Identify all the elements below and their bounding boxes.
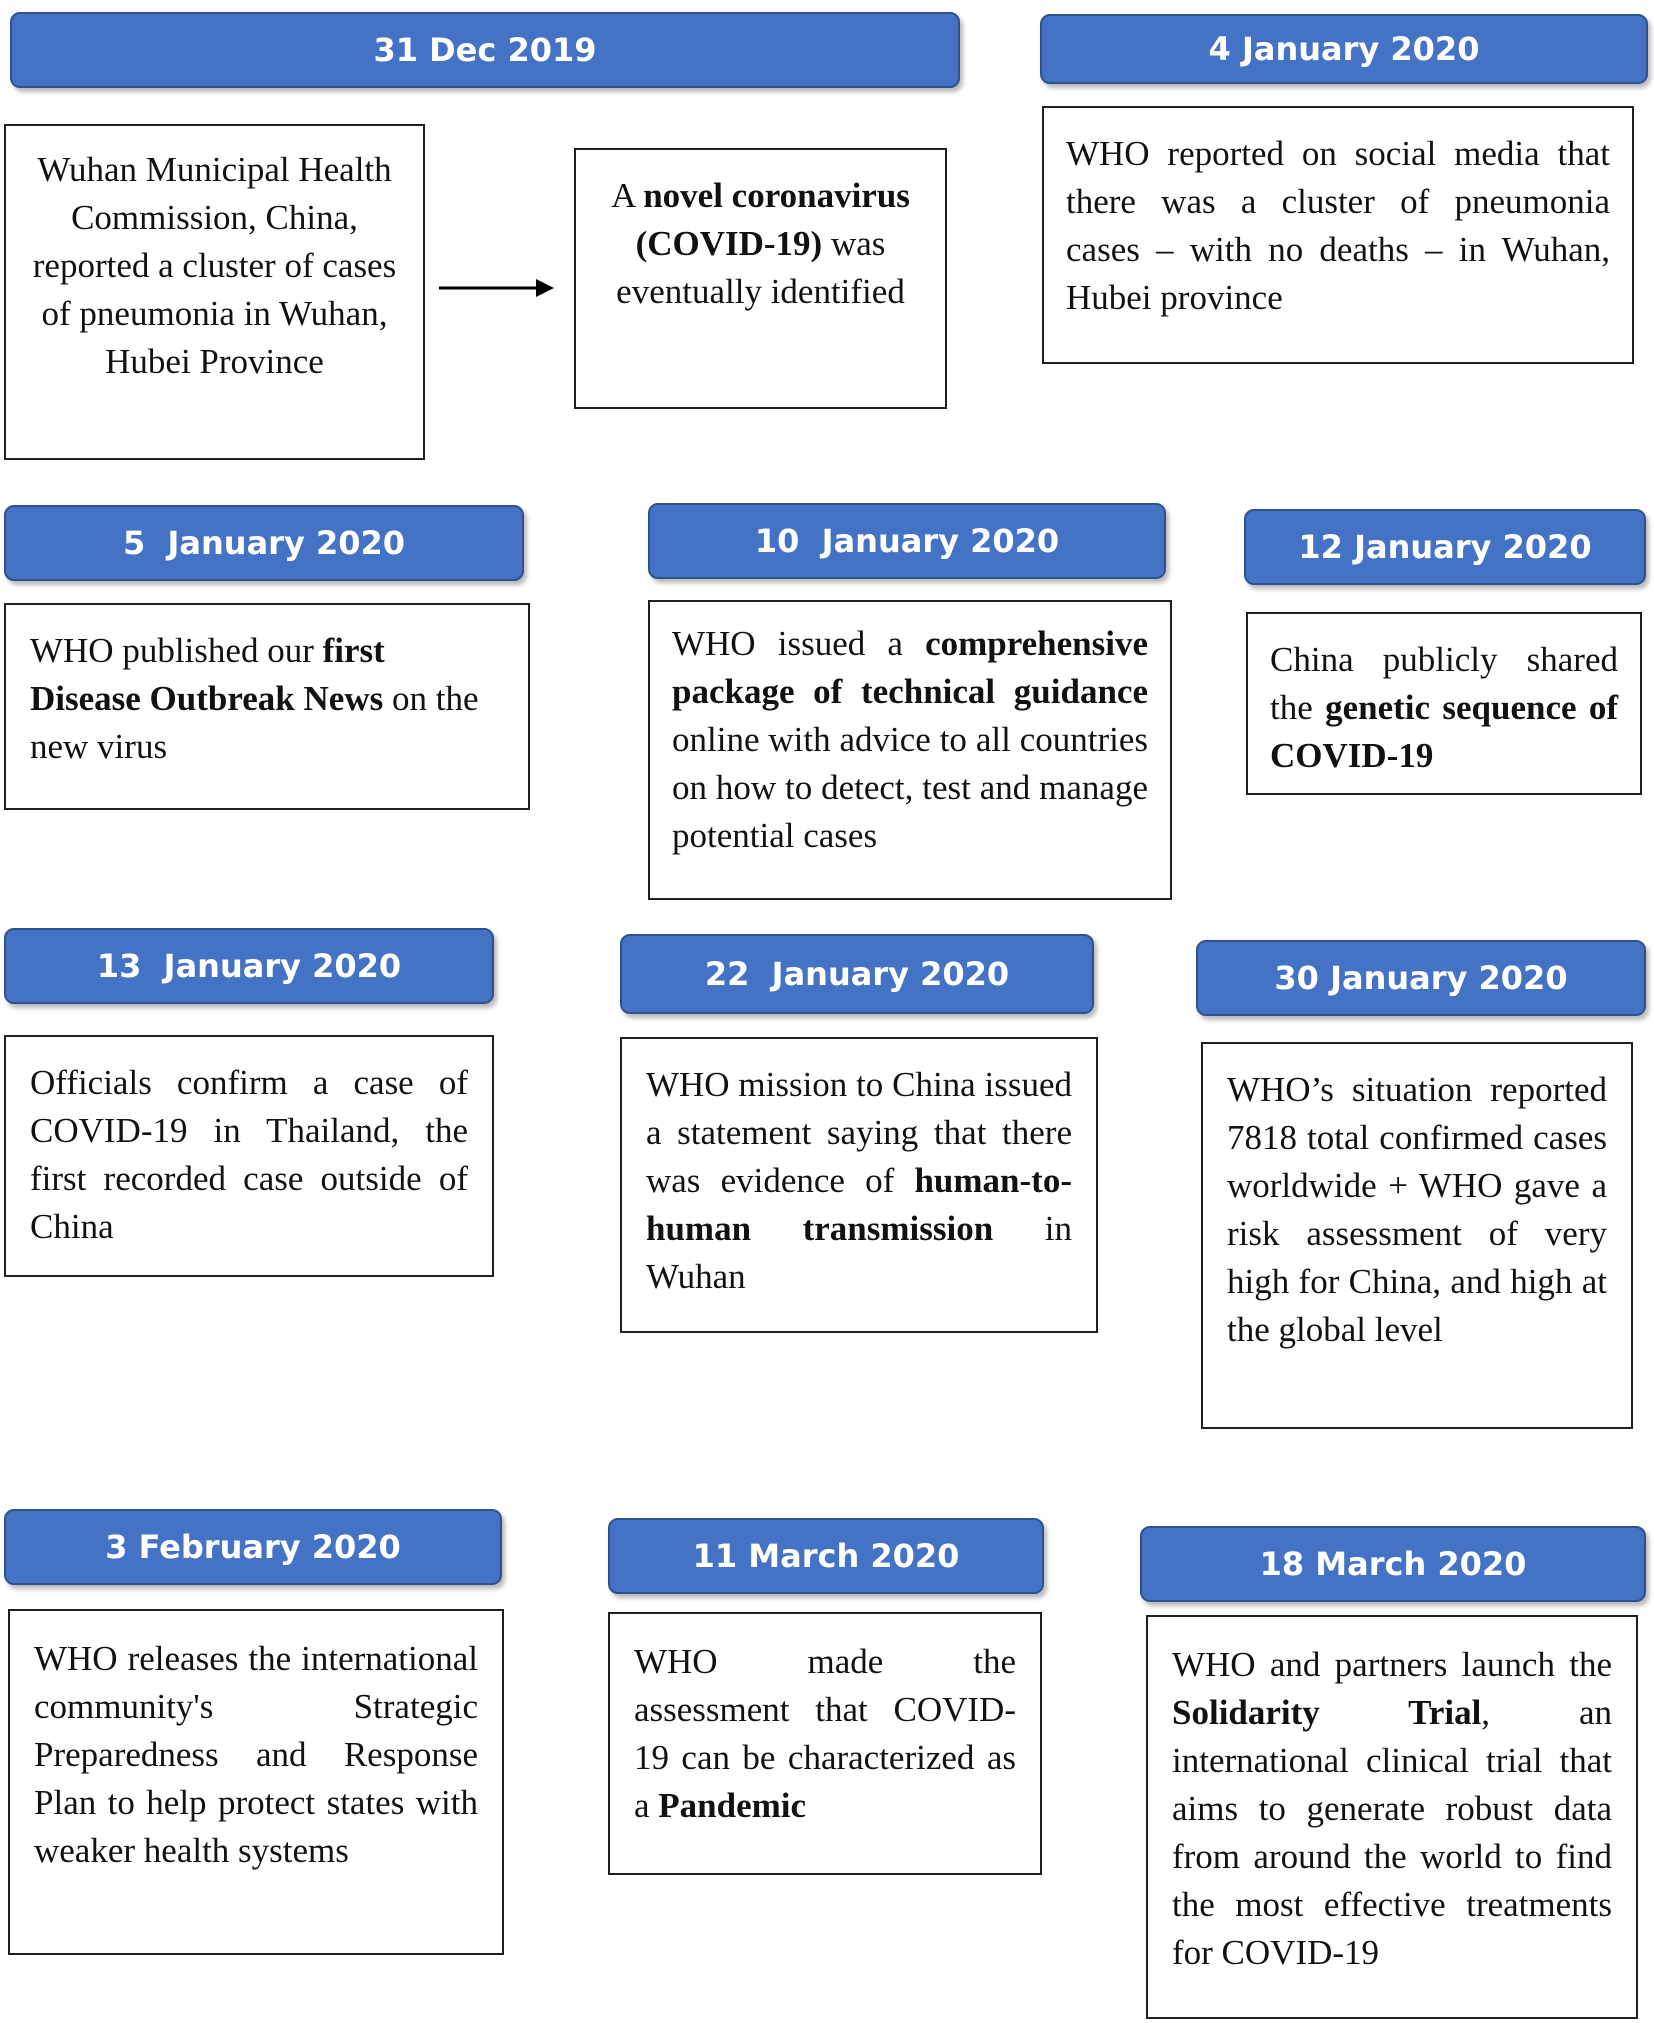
text-segment: WHO published our	[30, 631, 323, 670]
event-description	[30, 1059, 468, 1251]
date-banner-10-jan-2020: 10 January 2020	[648, 503, 1166, 579]
event-box-technical-guidance	[648, 600, 1172, 900]
text-segment: China publicly shared the	[1270, 640, 1618, 727]
date-banner-4-jan-2020: 4 January 2020	[1040, 14, 1648, 84]
event-description	[600, 172, 921, 316]
text-segment: WHO reported on social media that there was a cluster of pneumonia cases – with no deaths – in Wuhan, Hubei province	[1066, 134, 1610, 317]
event-box-solidarity-trial	[1146, 1615, 1638, 2019]
highlighted-text: comprehensive package of technical guidance	[672, 624, 1148, 711]
highlighted-text: human-to-human transmission	[646, 1161, 1072, 1248]
text-segment: in Wuhan	[646, 1209, 1072, 1296]
text-segment: WHO mission to China issued a statement saying that there was evidence of	[646, 1065, 1072, 1200]
highlighted-text: Solidarity Trial	[1172, 1693, 1482, 1732]
date-banner-22-jan-2020: 22 January 2020	[620, 934, 1094, 1014]
text-segment: A	[611, 176, 644, 215]
event-description	[30, 627, 504, 771]
event-box-disease-outbreak-news	[4, 603, 530, 810]
text-segment: , an international clinical trial that aims to generate robust data from around the world to find the most effective treatments for COVID-19	[1172, 1693, 1612, 1972]
text-segment: online with advice to all countries on how to detect, test and manage potential cases	[672, 720, 1148, 855]
text-segment: was eventually identified	[616, 224, 905, 311]
date-banner-12-jan-2020: 12 January 2020	[1244, 509, 1646, 585]
event-box-genetic-sequence	[1246, 612, 1642, 795]
event-description	[1227, 1066, 1607, 1354]
text-segment: Officials confirm a case of COVID-19 in Thailand, the first recorded case outside of China	[30, 1063, 468, 1246]
date-banner-5-jan-2020: 5 January 2020	[4, 505, 524, 581]
date-banner-11-mar-2020: 11 March 2020	[608, 1518, 1044, 1594]
event-description	[1270, 636, 1618, 780]
event-box-novel-coronavirus	[574, 148, 947, 409]
date-banner-3-feb-2020: 3 February 2020	[4, 1509, 502, 1585]
date-banner-30-jan-2020: 30 January 2020	[1196, 940, 1646, 1016]
event-description	[1066, 130, 1610, 322]
text-segment: Wuhan Municipal Health Commission, China, reported a cluster of cases of pneumonia in Wuhan, Hubei Province	[32, 150, 397, 381]
event-description	[672, 620, 1148, 860]
date-banner-13-jan-2020: 13 January 2020	[4, 928, 494, 1004]
text-segment: WHO issued a	[672, 624, 926, 663]
event-description	[634, 1638, 1016, 1830]
event-description	[34, 1635, 478, 1875]
event-box-pandemic-declared	[608, 1612, 1042, 1875]
highlighted-text: novel coronavirus	[643, 176, 910, 215]
text-segment: WHO’s situation reported 7818 total confirmed cases worldwide + WHO gave a risk assessment of very high for China, and high at the global level	[1227, 1070, 1607, 1349]
text-segment: WHO and partners launch the	[1172, 1645, 1612, 1684]
event-box-wuhan-report	[4, 124, 425, 460]
highlighted-text: (COVID-19)	[635, 224, 823, 263]
arrow-right-icon	[436, 273, 556, 303]
event-description	[28, 146, 401, 386]
event-description	[646, 1061, 1072, 1301]
highlighted-text: Pandemic	[658, 1786, 807, 1825]
event-box-preparedness-plan	[8, 1609, 504, 1955]
date-banner-18-mar-2020: 18 March 2020	[1140, 1526, 1646, 1602]
text-segment: WHO made the assessment that COVID-19 can be characterized as a	[634, 1642, 1016, 1825]
event-box-thailand-case	[4, 1035, 494, 1277]
text-segment: WHO releases the international community's Strategic Preparedness and Response Plan to help protect states with weaker health systems	[34, 1639, 478, 1870]
text-segment: on the new virus	[30, 679, 479, 766]
date-banner-31-dec-2019: 31 Dec 2019	[10, 12, 960, 88]
event-box-situation-report	[1201, 1042, 1633, 1429]
highlighted-text: genetic sequence of COVID-19	[1270, 688, 1618, 775]
event-description	[1172, 1641, 1612, 1977]
highlighted-text: first Disease Outbreak News	[30, 631, 385, 718]
event-box-social-media-report	[1042, 106, 1634, 364]
event-box-human-transmission	[620, 1037, 1098, 1333]
